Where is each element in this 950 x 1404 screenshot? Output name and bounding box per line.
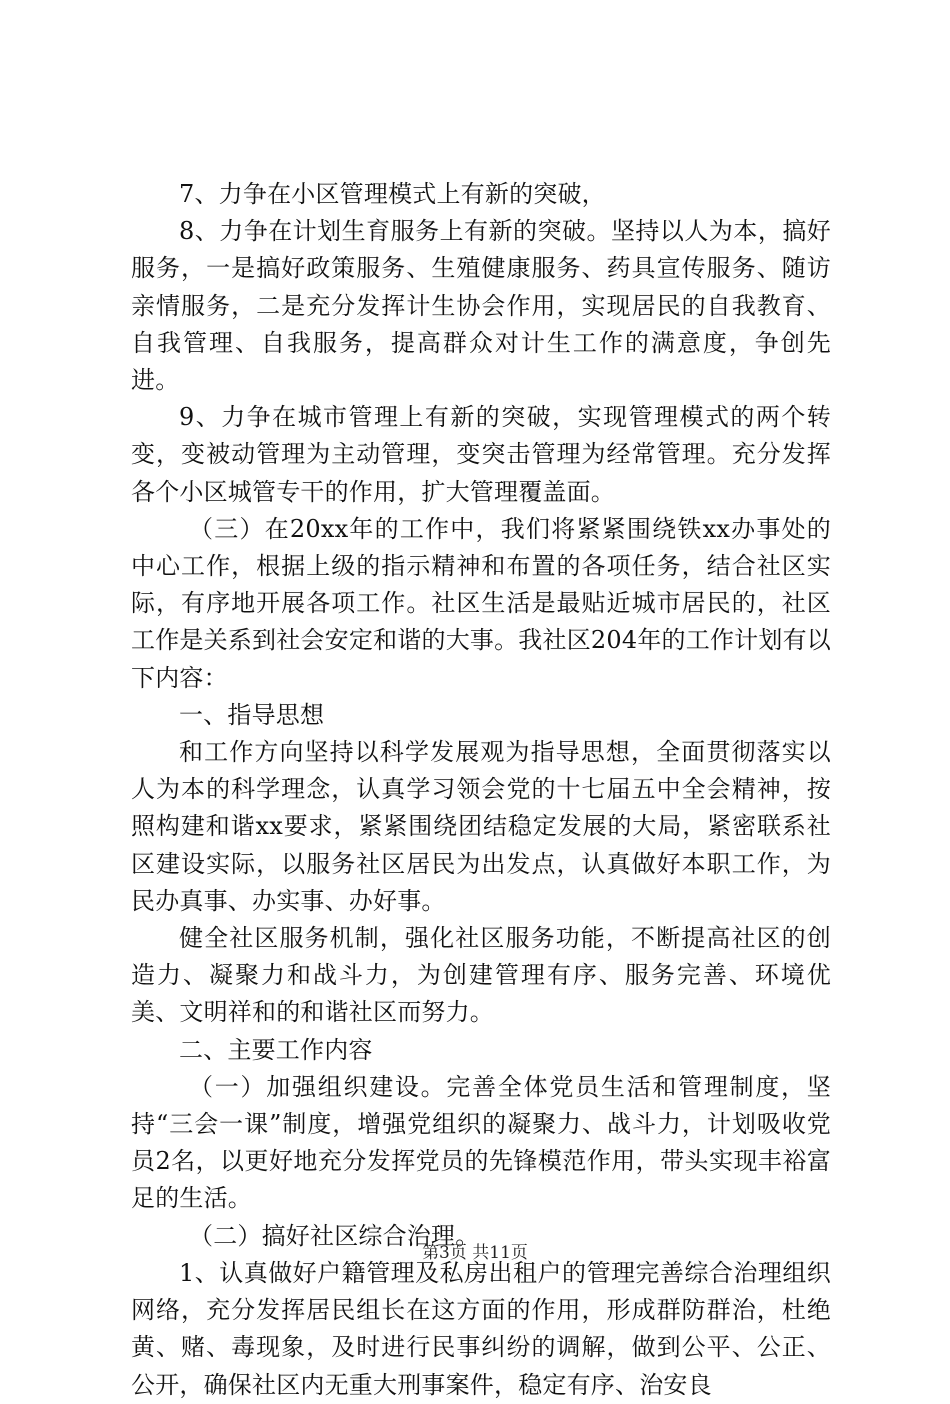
paragraph-service-mechanism: 健全社区服务机制，强化社区服务功能，不断提高社区的创造力、凝聚力和战斗力，为创建管理有序、服务完善、环境优美、文明祥和的和谐社区而努力。 <box>131 924 831 1027</box>
heading-comprehensive-governance: （二）搞好社区综合治理。 <box>189 1221 480 1250</box>
document-body <box>131 176 831 1404</box>
paragraph-guiding-ideology: 和工作方向坚持以科学发展观为指导思想，全面贯彻落实以人为本的科学理念，认真学习领会党的十七届五中全会精神，按照构建和谐xx要求，紧紧围绕团结稳定发展的大局，紧密联系社区建设实际，以服务社区居民为出发点，认真做好本职工作，为民办真事、办实事、办好事。 <box>131 738 831 915</box>
paragraph-household-management: 1、认真做好户籍管理及私房出租户的管理完善综合治理组织网络，充分发挥居民组长在这方面的作用，形成群防群治，杜绝黄、赌、毒现象，及时进行民事纠纷的调解，做到公平、公正、公开，确保社区内无重大刑事案件，稳定有序、治安良 <box>131 1258 831 1399</box>
heading-guiding-ideology: 一、指导思想 <box>179 700 325 729</box>
paragraph-item-9: 9、力争在城市管理上有新的突破，实现管理模式的两个转变，变被动管理为主动管理，变突击管理为经常管理。充分发挥各个小区城管专干的作用，扩大管理覆盖面。 <box>131 403 831 506</box>
paragraph-item-7: 7、力争在小区管理模式上有新的突破， <box>179 180 606 208</box>
page-footer: 第3页 共11页 <box>422 1243 528 1263</box>
paragraph-item-8: 8、力争在计划生育服务上有新的突破。坚持以人为本，搞好服务，一是搞好政策服务、生殖健康服务、药具宣传服务、随访亲情服务，二是充分发挥计生协会作用，实现居民的自我教育、自我管理、自我服务，提高群众对计生工作的满意度，争创先进。 <box>131 217 831 395</box>
paragraph-organization: （一）加强组织建设。完善全体党员生活和管理制度，坚持“三会一课”制度，增强党组织的凝聚力、战斗力，计划吸收党员2名，以更好地充分发挥党员的先锋模范作用，带头实现丰裕富足的生活。 <box>131 1072 831 1213</box>
paragraph-section-3: （三）在20xx年的工作中，我们将紧紧围绕铁xx办事处的中心工作，根据上级的指示精神和布置的各项任务，结合社区实际，有序地开展各项工作。社区生活是最贴近城市居民的，社区工作是关系到社会安定和谐的大事。我社区204年的工作计划有以下内容： <box>131 514 831 692</box>
heading-main-work: 二、主要工作内容 <box>179 1035 373 1064</box>
